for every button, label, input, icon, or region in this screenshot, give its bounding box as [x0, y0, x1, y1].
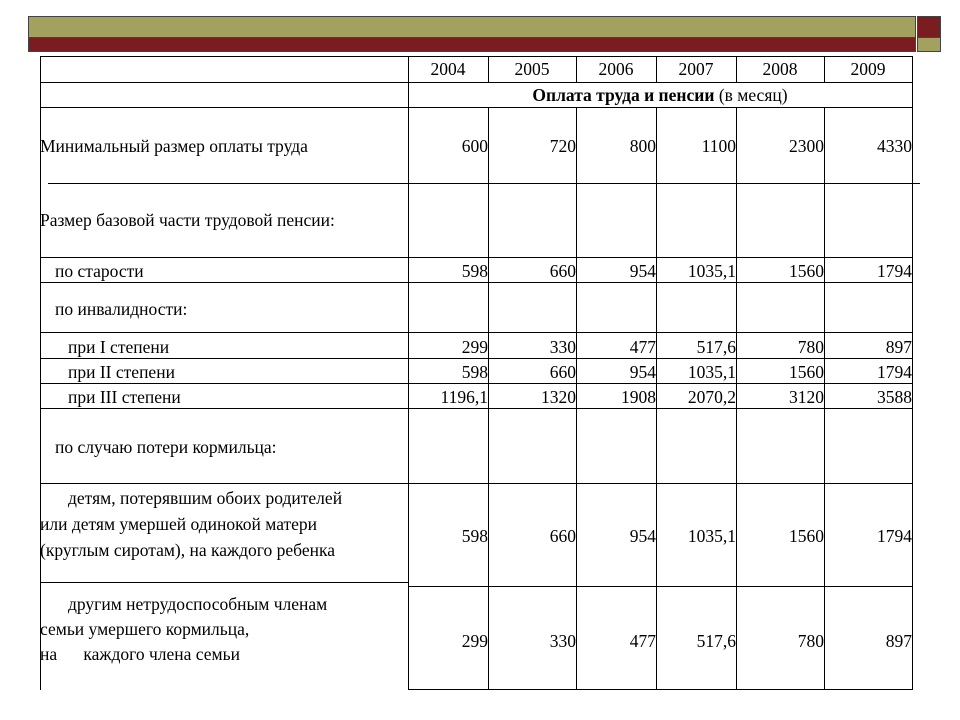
table-rule [40, 408, 912, 409]
table-cell: 954 [629, 362, 656, 382]
table-rule [40, 383, 912, 384]
table-cell: 477 [629, 337, 656, 357]
year-header: 2005 [514, 59, 550, 79]
table-cell: 897 [885, 337, 912, 357]
row-label: при III степени [68, 387, 181, 407]
table-cell: 1035,1 [687, 261, 736, 281]
table-rule [912, 56, 913, 690]
row-label-line: другим нетрудоспособным членам [68, 594, 328, 614]
table-cell: 600 [461, 136, 488, 156]
table-cell: 299 [461, 337, 488, 357]
table-cell: 2300 [789, 136, 824, 156]
table-cell: 660 [549, 261, 576, 281]
table-rule [40, 282, 912, 283]
table-cell: 780 [797, 337, 824, 357]
table-cell: 660 [549, 362, 576, 382]
subheader-bold: Оплата труда и пенсии [532, 85, 715, 105]
row-label: Минимальный размер оплаты труда [40, 136, 308, 156]
row-label-line: на каждого члена семьи [40, 644, 240, 664]
table-rule [40, 358, 912, 359]
table-rule [40, 82, 912, 83]
table-cell: 1794 [877, 362, 912, 382]
table-cell: 3120 [789, 387, 824, 407]
row-label: по случаю потери кормильца: [55, 437, 277, 457]
row-label-line: детям, потерявшим обоих родителей [68, 488, 343, 508]
table-cell: 598 [461, 261, 488, 281]
decorative-olive-bar [28, 16, 916, 38]
table-cell: 1035,1 [687, 526, 736, 546]
row-label: по старости [55, 261, 144, 281]
year-header: 2008 [762, 59, 798, 79]
row-label: при II степени [68, 362, 175, 382]
table-cell: 1560 [789, 362, 824, 382]
row-label: Размер базовой части трудовой пенсии: [40, 210, 335, 230]
row-label-line: семьи умершего кормильца, [40, 619, 250, 639]
year-header: 2009 [850, 59, 886, 79]
row-label-line: (круглым сиротам), на каждого ребенка [40, 540, 335, 560]
table-cell: 598 [461, 526, 488, 546]
table-rule [40, 483, 912, 484]
table-rule [40, 582, 408, 583]
table-rule [40, 107, 912, 108]
table-cell: 780 [797, 631, 824, 651]
table-cell: 720 [549, 136, 576, 156]
table-cell: 517,6 [696, 631, 736, 651]
table-rule [40, 56, 912, 57]
table-cell: 1794 [877, 526, 912, 546]
table-cell: 598 [461, 362, 488, 382]
table-cell: 1320 [541, 387, 576, 407]
table-cell: 517,6 [696, 337, 736, 357]
table-cell: 299 [461, 631, 488, 651]
table-subheader [408, 85, 912, 106]
decorative-red-bar [28, 38, 916, 52]
table-cell: 330 [549, 337, 576, 357]
table-rule [40, 332, 912, 333]
table-cell: 330 [549, 631, 576, 651]
table-cell: 660 [549, 526, 576, 546]
decorative-red-square [917, 16, 941, 38]
table-cell: 1035,1 [687, 362, 736, 382]
table-cell: 954 [629, 526, 656, 546]
table-rule [48, 183, 920, 184]
year-header: 2007 [678, 59, 714, 79]
row-label: при I степени [68, 337, 170, 357]
subheader-normal: (в месяц) [714, 85, 788, 105]
row-label-line: или детям умершей одинокой матери [40, 514, 318, 534]
table-rule [408, 586, 912, 587]
year-header: 2006 [598, 59, 634, 79]
table-cell: 2070,2 [687, 387, 736, 407]
decorative-olive-square [917, 38, 941, 52]
table-cell: 1196,1 [440, 387, 488, 407]
year-header: 2004 [430, 59, 466, 79]
table-cell: 800 [629, 136, 656, 156]
table-cell: 3588 [877, 387, 912, 407]
table-cell: 1908 [621, 387, 656, 407]
table-cell: 1560 [789, 261, 824, 281]
row-label: по инвалидности: [55, 299, 188, 319]
table-cell: 1560 [789, 526, 824, 546]
table-rule [40, 257, 912, 258]
table-cell: 1100 [701, 136, 736, 156]
table-cell: 897 [885, 631, 912, 651]
table-rule [408, 689, 912, 690]
table-cell: 4330 [877, 136, 912, 156]
table-cell: 477 [629, 631, 656, 651]
table-cell: 1794 [877, 261, 912, 281]
table-cell: 954 [629, 261, 656, 281]
